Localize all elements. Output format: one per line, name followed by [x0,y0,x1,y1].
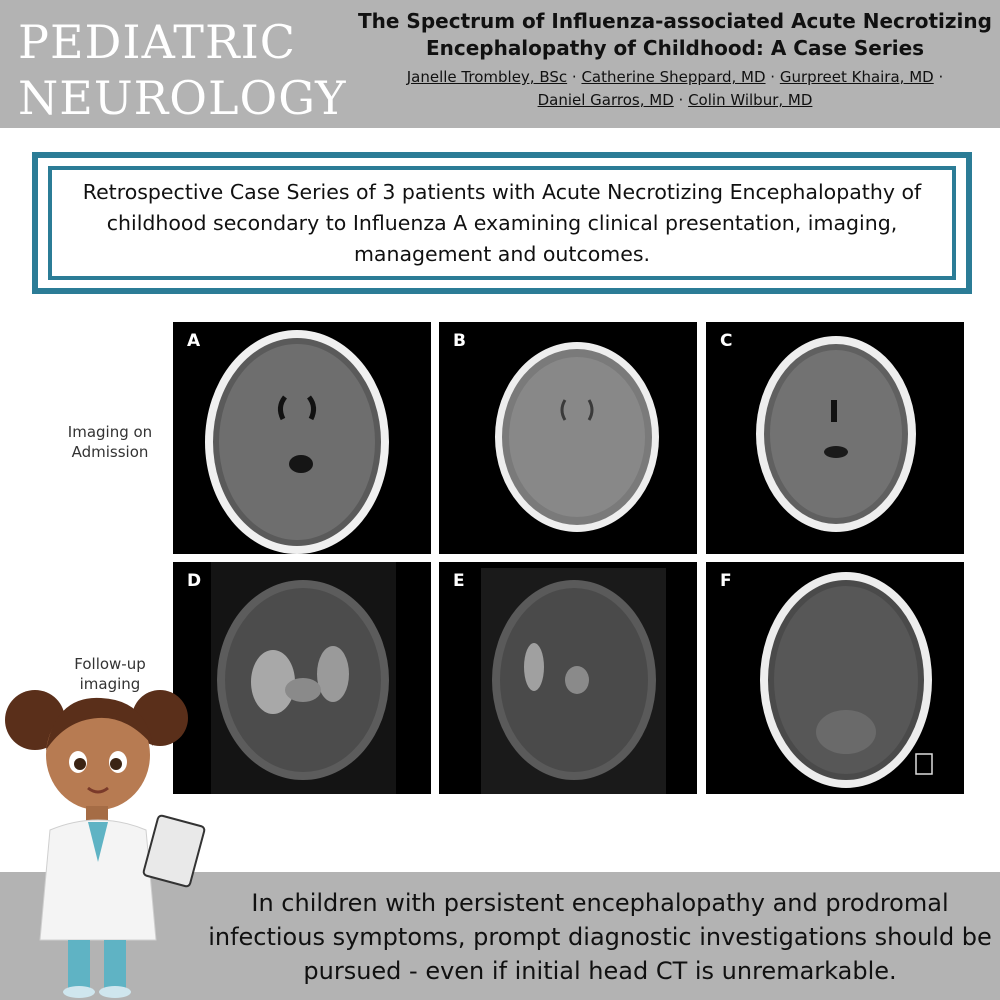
ct-scan-image [173,322,431,554]
author-link[interactable]: Janelle Trombley, BSc [406,68,568,86]
panel-label: F [720,571,732,591]
summary-text: Retrospective Case Series of 3 patients with Acute Necrotizing Encephalopathy of childhood secondary to Influenza A examining clinical presentation, imaging, management and outcomes. [48,166,956,280]
summary-box [32,152,972,294]
article-title-block [355,8,995,112]
row-label-admission: Imaging on Admission [67,423,153,461]
author-separator: · [765,68,780,86]
scan-panel-f [706,562,964,794]
author-separator: · [933,68,944,86]
ct-scan-image [706,562,964,794]
author-link[interactable]: Gurpreet Khaira, MD [779,68,934,86]
author-link[interactable]: Colin Wilbur, MD [688,91,813,109]
doctor-girl-illustration [0,670,220,1000]
ct-scan-image [706,322,964,554]
journal-name-line1: PEDIATRIC [18,15,296,69]
author-separator: · [567,68,582,86]
scan-panel-b [439,322,697,554]
panel-label: B [453,331,466,351]
scan-panel-e [439,562,697,794]
author-link[interactable]: Catherine Sheppard, MD [581,68,766,86]
panel-label: C [720,331,733,351]
ct-scan-image [439,322,697,554]
panel-label: D [187,571,202,591]
article-title: The Spectrum of Influenza-associated Acute Necrotizing Encephalopathy of Childhood: A Case Series [358,9,992,60]
author-link[interactable]: Daniel Garros, MD [537,91,674,109]
panel-label: A [187,331,201,351]
panel-label: E [453,571,465,591]
row-label-followup: Follow-up imaging [74,655,146,693]
author-separator: · [673,91,689,109]
key-message: In children with persistent encephalopathy and prodromal infectious symptoms, prompt diagnostic investigations should be pursued - even if initial head CT is unremarkable. [208,889,992,985]
journal-name-line2: NEUROLOGY [18,71,347,125]
header-banner [0,0,1000,128]
journal-logo [18,14,347,126]
scan-panel-a [173,322,431,554]
scan-panel-c [706,322,964,554]
author-list [355,66,995,112]
mri-scan-image [439,562,697,794]
